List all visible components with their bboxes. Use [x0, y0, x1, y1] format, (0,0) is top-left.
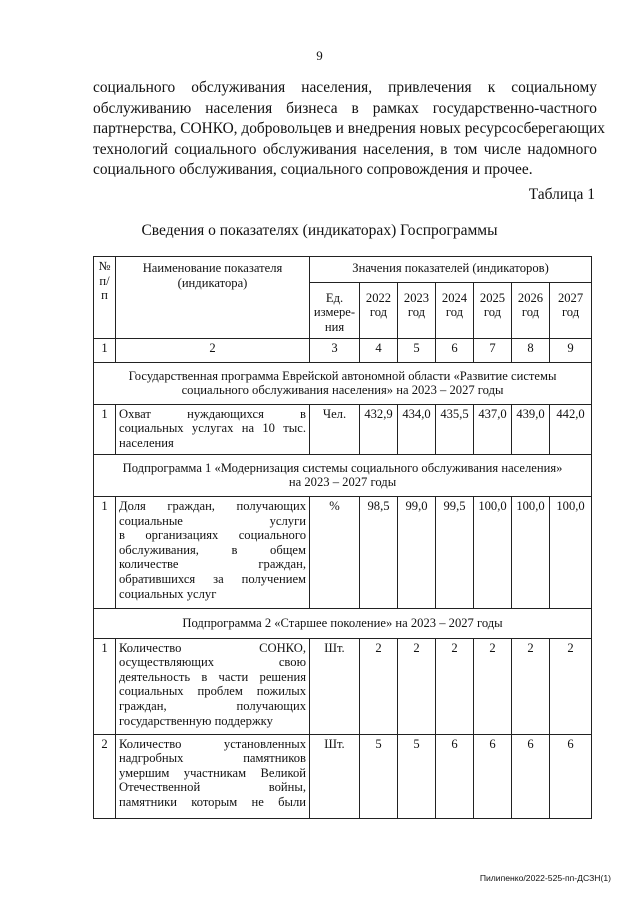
- column-number: 5: [398, 338, 436, 362]
- row-value: 100,0: [550, 496, 592, 608]
- paragraph-line: социального обслуживания, социального сопровождения и прочее.: [93, 161, 533, 178]
- header-year: 2027 год: [550, 282, 592, 338]
- table-row: [94, 404, 592, 454]
- row-name: Количество установленных надгробных памятников умершим участникам Великой Отечественной войны, памятники которым не были: [116, 734, 310, 818]
- row-value: 100,0: [474, 496, 512, 608]
- section-row: [94, 362, 592, 404]
- column-numbers-row: [94, 338, 592, 362]
- paragraph-line: партнерства, СОНКО, добровольцев и внедрения новых ресурсосберегающих: [93, 120, 605, 137]
- column-number: 2: [116, 338, 310, 362]
- column-number: 3: [310, 338, 360, 362]
- row-value: 98,5: [360, 496, 398, 608]
- row-unit: %: [310, 496, 360, 608]
- header-values-group: Значения показателей (индикаторов): [310, 257, 592, 283]
- row-value: 434,0: [398, 404, 436, 454]
- row-name: Охват нуждающихся в социальных услугах на 10 тыс. населения: [116, 404, 310, 454]
- table-title: Сведения о показателях (индикаторах) Госпрограммы: [141, 222, 498, 239]
- section-title: Подпрограмма 1 «Модернизация системы социального обслуживания населения» на 2023 – 2027 годы: [94, 454, 592, 496]
- row-value: 432,9: [360, 404, 398, 454]
- header-unit: Ед. измере- ния: [310, 282, 360, 338]
- column-number: 4: [360, 338, 398, 362]
- table-row: [94, 734, 592, 818]
- table-label: Таблица 1: [528, 186, 595, 203]
- column-number: 7: [474, 338, 512, 362]
- row-value: 6: [512, 734, 550, 818]
- table-row: [94, 638, 592, 734]
- footer-code: Пилипенко/2022-525-пп-ДСЗН(1): [479, 873, 611, 883]
- row-unit: Шт.: [310, 638, 360, 734]
- row-value: 5: [398, 734, 436, 818]
- row-num: 1: [94, 404, 116, 454]
- row-value: 6: [550, 734, 592, 818]
- column-number: 9: [550, 338, 592, 362]
- row-value: 2: [436, 638, 474, 734]
- row-value: 99,5: [436, 496, 474, 608]
- header-year: 2024 год: [436, 282, 474, 338]
- column-number: 1: [94, 338, 116, 362]
- row-value: 2: [512, 638, 550, 734]
- table-row: [94, 496, 592, 608]
- row-value: 2: [550, 638, 592, 734]
- row-value: 6: [474, 734, 512, 818]
- row-num: 2: [94, 734, 116, 818]
- paragraph-line: социального обслуживания населения, привлечения к социальному: [93, 79, 597, 96]
- row-value: 2: [398, 638, 436, 734]
- column-number: 8: [512, 338, 550, 362]
- header-year: 2026 год: [512, 282, 550, 338]
- section-row: [94, 608, 592, 638]
- row-value: 5: [360, 734, 398, 818]
- section-title: Подпрограмма 2 «Старшее поколение» на 2023 – 2027 годы: [94, 608, 592, 638]
- row-name: Доля граждан, получающих социальные услуги в организациях социального обслуживания, в общем количестве граждан, обратившихся за получением социальных услуг: [116, 496, 310, 608]
- paragraph-line: обслуживанию населения бизнеса в рамках государственно-частного: [93, 99, 597, 117]
- row-value: 439,0: [512, 404, 550, 454]
- row-num: 1: [94, 638, 116, 734]
- header-year: 2025 год: [474, 282, 512, 338]
- row-unit: Чел.: [310, 404, 360, 454]
- section-title: Государственная программа Еврейской автономной области «Развитие системы социального обслуживания населения» на 2023 – 2027 годы: [94, 362, 592, 404]
- row-num: 1: [94, 496, 116, 608]
- header-name: Наименование показателя (индикатора): [116, 257, 310, 339]
- row-value: 2: [360, 638, 398, 734]
- row-value: 2: [474, 638, 512, 734]
- row-unit: Шт.: [310, 734, 360, 818]
- column-number: 6: [436, 338, 474, 362]
- paragraph-line: технологий социального обслуживания населения, в том числе надомного: [93, 140, 597, 158]
- row-value: 100,0: [512, 496, 550, 608]
- row-value: 435,5: [436, 404, 474, 454]
- section-row: [94, 454, 592, 496]
- body-paragraph: [93, 78, 605, 181]
- row-value: 6: [436, 734, 474, 818]
- header-year: 2023 год: [398, 282, 436, 338]
- row-value: 437,0: [474, 404, 512, 454]
- page-number: 9: [316, 48, 323, 63]
- header-year: 2022 год: [360, 282, 398, 338]
- indicators-table: [93, 256, 592, 819]
- row-value: 99,0: [398, 496, 436, 608]
- row-value: 442,0: [550, 404, 592, 454]
- row-name: Количество СОНКО, осуществляющих свою деятельность в части решения социальных проблем пожилых граждан, получающих государственную поддержку: [116, 638, 310, 734]
- header-row-top: [94, 257, 592, 283]
- header-num: № п/ п: [94, 257, 116, 339]
